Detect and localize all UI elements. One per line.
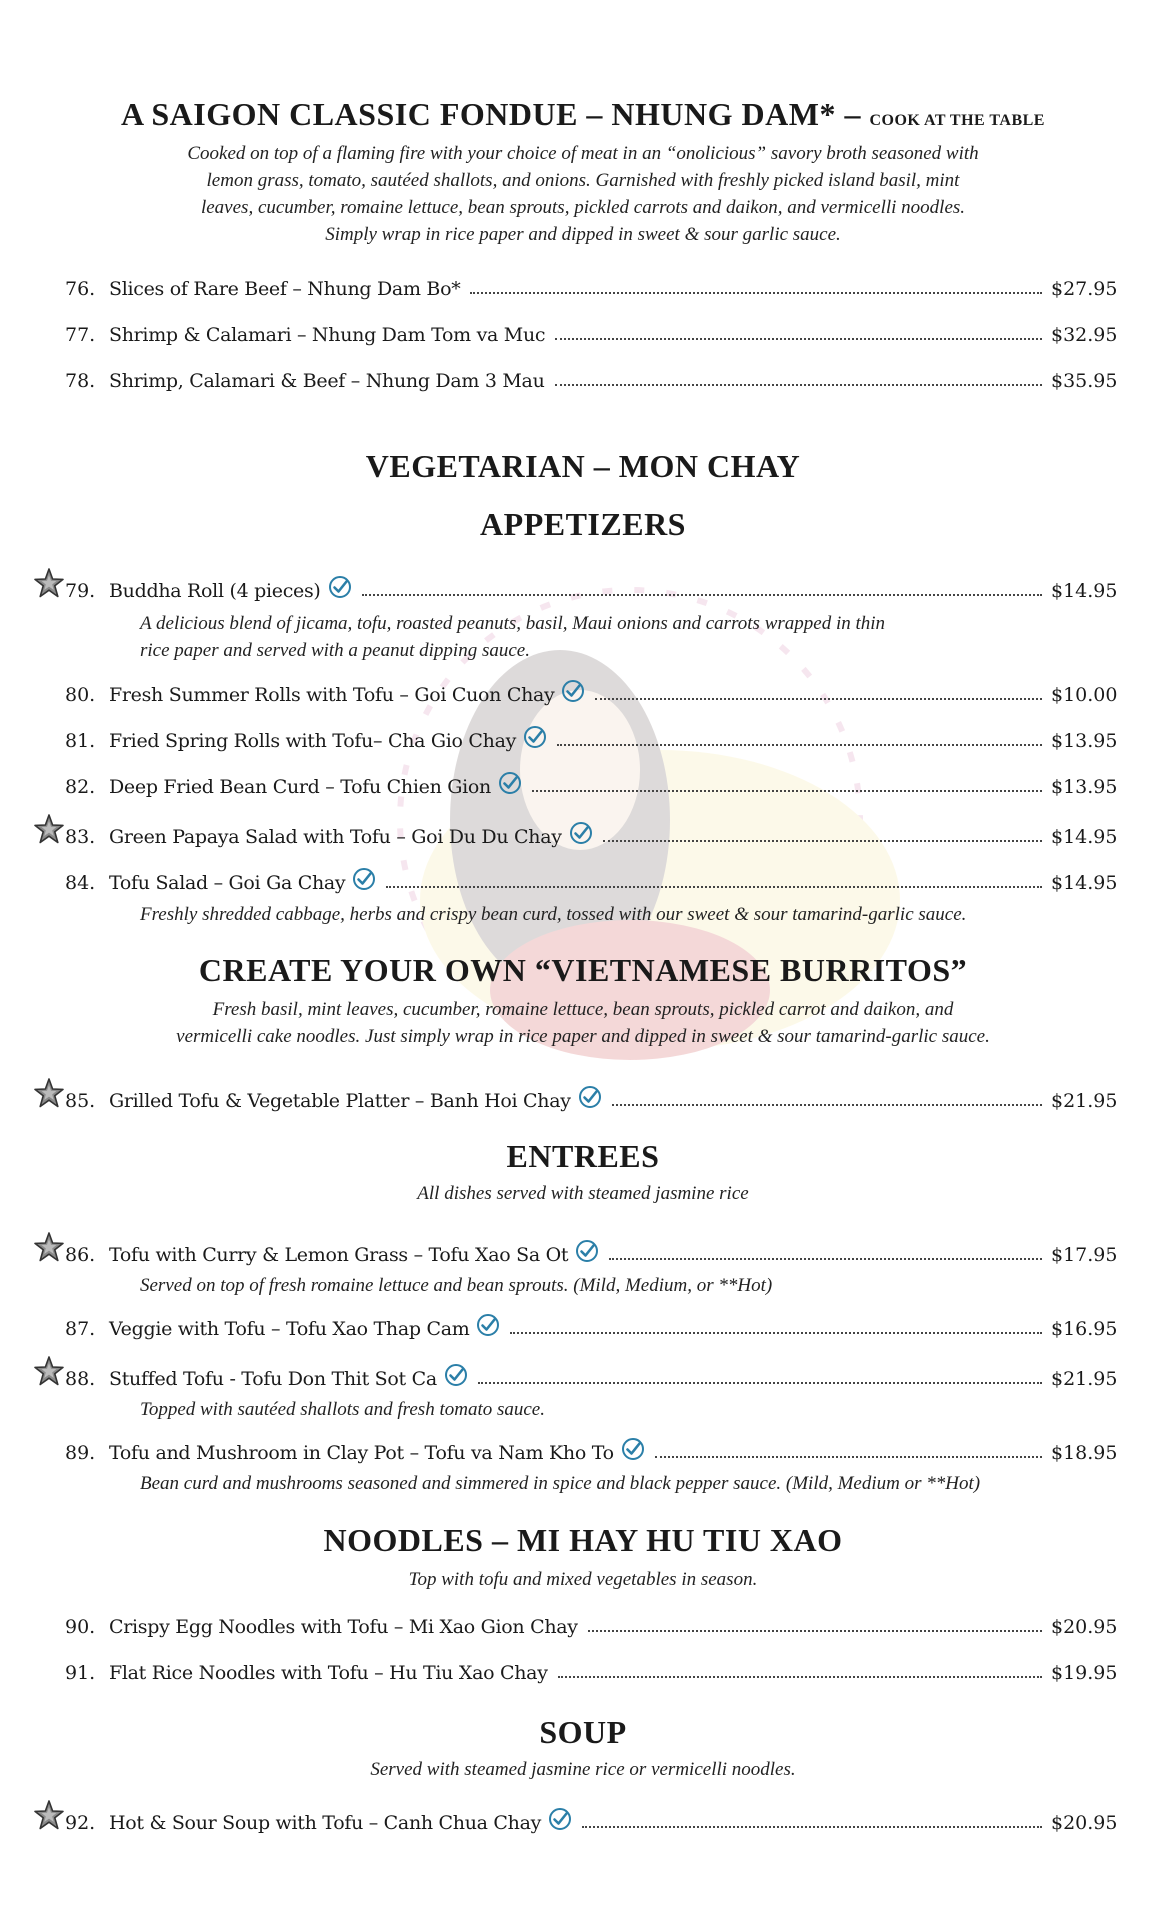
- vegetarian-check-icon: [569, 821, 593, 845]
- noodles-description: Top with tofu and mixed vegetables in season.: [408, 1569, 758, 1590]
- vegetarian-check-icon: [621, 1437, 645, 1461]
- leader-dots: [510, 1332, 1042, 1334]
- item-name: Tofu and Mushroom in Clay Pot – Tofu va Nam Kho To: [109, 1442, 614, 1464]
- desc-line: Simply wrap in rice paper and dipped in sweet & sour garlic sauce.: [325, 224, 841, 245]
- desc-line: Fresh basil, mint leaves, cucumber, romaine lettuce, bean sprouts, pickled carrot and daikon, and: [212, 999, 954, 1020]
- item-number: 79.: [65, 580, 96, 602]
- entrees-heading: ENTREES: [506, 1138, 660, 1174]
- vegetarian-heading: VEGETARIAN – MON CHAY: [365, 448, 801, 484]
- desc-line: leaves, cucumber, romaine lettuce, bean sprouts, pickled carrots and daikon, and vermicelli noodles.: [200, 197, 966, 218]
- star-icon: [34, 1356, 64, 1386]
- item-name: Flat Rice Noodles with Tofu – Hu Tiu Xao Chay: [109, 1662, 548, 1684]
- item-price: $14.95: [1051, 580, 1118, 602]
- item-description: [140, 1272, 1120, 1299]
- item-description: [140, 1396, 1120, 1423]
- item-description: [140, 1470, 1120, 1497]
- item-number: 89.: [65, 1442, 96, 1464]
- menu-item-86: [65, 1232, 1117, 1266]
- star-icon: [34, 1800, 64, 1830]
- fondue-heading: [0, 96, 1166, 133]
- leader-dots: [557, 744, 1042, 746]
- star-icon: [34, 1232, 64, 1262]
- note-line: A delicious blend of jicama, tofu, roasted peanuts, basil, Maui onions and carrots wrapped in thin: [140, 613, 886, 634]
- item-price: $20.95: [1051, 1812, 1118, 1834]
- item-name: Tofu with Curry & Lemon Grass – Tofu Xao Sa Ot: [109, 1244, 569, 1266]
- fondue-subtitle: COOK AT THE TABLE: [869, 112, 1045, 129]
- desc-line: lemon grass, tomato, sautéed shallots, and onions. Garnished with freshly picked island basil, mint: [206, 170, 960, 191]
- menu-item-79: [65, 568, 1117, 602]
- item-number: 86.: [65, 1244, 96, 1266]
- vegetarian-check-icon: [476, 1313, 500, 1337]
- item-price: $13.95: [1051, 730, 1118, 752]
- menu-item-81: [65, 718, 1117, 752]
- item-number: 87.: [65, 1318, 96, 1340]
- leader-dots: [532, 790, 1042, 792]
- leader-dots: [470, 292, 1042, 294]
- leader-dots: [603, 840, 1042, 842]
- item-name: Crispy Egg Noodles with Tofu – Mi Xao Gion Chay: [109, 1616, 578, 1638]
- soup-heading: SOUP: [539, 1714, 627, 1750]
- item-price: $20.95: [1051, 1616, 1118, 1638]
- menu-item-80: [65, 672, 1117, 706]
- note-line: Served on top of fresh romaine lettuce and bean sprouts. (Mild, Medium, or **Hot): [140, 1275, 773, 1296]
- menu-item-91: [65, 1650, 1117, 1684]
- item-name: Tofu Salad – Goi Ga Chay: [109, 872, 346, 894]
- menu-item-85: [65, 1078, 1117, 1112]
- menu-item-77: [65, 312, 1117, 346]
- item-name: Green Papaya Salad with Tofu – Goi Du Du Chay: [109, 826, 562, 848]
- item-name: Buddha Roll (4 pieces): [109, 580, 321, 602]
- vegetarian-check-icon: [328, 575, 352, 599]
- appetizers-heading: APPETIZERS: [480, 506, 686, 542]
- item-price: $21.95: [1051, 1090, 1118, 1112]
- leader-dots: [595, 698, 1042, 700]
- item-name: Grilled Tofu & Vegetable Platter – Banh Hoi Chay: [109, 1090, 571, 1112]
- leader-dots: [588, 1630, 1042, 1632]
- burritos-heading: CREATE YOUR OWN “VIETNAMESE BURRITOS”: [198, 952, 968, 988]
- fondue-description: [100, 140, 1066, 248]
- menu-item-89: [65, 1430, 1117, 1464]
- star-icon: [34, 1078, 64, 1108]
- item-number: 78.: [65, 370, 96, 392]
- menu-item-76: [65, 266, 1117, 300]
- vegetarian-check-icon: [575, 1239, 599, 1263]
- item-price: $14.95: [1051, 872, 1118, 894]
- menu-item-83: [65, 814, 1117, 848]
- note-line: Topped with sautéed shallots and fresh tomato sauce.: [140, 1399, 545, 1420]
- item-price: $10.00: [1051, 684, 1118, 706]
- item-number: 92.: [65, 1812, 96, 1834]
- item-name: Stuffed Tofu - Tofu Don Thit Sot Ca: [109, 1368, 437, 1390]
- vegetarian-check-icon: [578, 1085, 602, 1109]
- vegetarian-check-icon: [498, 771, 522, 795]
- note-line: rice paper and served with a peanut dipping sauce.: [140, 640, 530, 661]
- item-description: [140, 901, 1120, 928]
- menu-item-90: [65, 1604, 1117, 1638]
- star-icon: [34, 568, 64, 598]
- entrees-description: All dishes served with steamed jasmine rice: [417, 1183, 749, 1204]
- noodles-heading: NOODLES – MI HAY HU TIU XAO: [323, 1522, 843, 1558]
- item-name: Deep Fried Bean Curd – Tofu Chien Gion: [109, 776, 491, 798]
- desc-line: Cooked on top of a flaming fire with your choice of meat in an “onolicious” savory broth seasoned with: [187, 143, 979, 164]
- item-price: $17.95: [1051, 1244, 1118, 1266]
- item-price: $21.95: [1051, 1368, 1118, 1390]
- item-price: $27.95: [1051, 278, 1118, 300]
- item-number: 82.: [65, 776, 96, 798]
- item-price: $32.95: [1051, 324, 1118, 346]
- soup-description: Served with steamed jasmine rice or vermicelli noodles.: [370, 1759, 796, 1780]
- leader-dots: [478, 1382, 1042, 1384]
- leader-dots: [655, 1456, 1042, 1458]
- item-price: $18.95: [1051, 1442, 1118, 1464]
- vegetarian-check-icon: [523, 725, 547, 749]
- item-number: 90.: [65, 1616, 96, 1638]
- menu-item-82: [65, 764, 1117, 798]
- note-line: Bean curd and mushrooms seasoned and simmered in spice and black pepper sauce. (Mild, Medium or **Hot): [140, 1473, 981, 1494]
- item-price: $16.95: [1051, 1318, 1118, 1340]
- item-name: Shrimp, Calamari & Beef – Nhung Dam 3 Mau: [109, 370, 545, 392]
- item-number: 80.: [65, 684, 96, 706]
- item-name: Slices of Rare Beef – Nhung Dam Bo*: [109, 278, 461, 300]
- item-number: 76.: [65, 278, 96, 300]
- item-price: $35.95: [1051, 370, 1118, 392]
- item-number: 81.: [65, 730, 96, 752]
- menu-item-78: [65, 358, 1117, 392]
- item-price: $13.95: [1051, 776, 1118, 798]
- leader-dots: [555, 338, 1042, 340]
- item-number: 91.: [65, 1662, 96, 1684]
- item-name: Veggie with Tofu – Tofu Xao Thap Cam: [109, 1318, 470, 1340]
- leader-dots: [582, 1826, 1042, 1828]
- menu-item-87: [65, 1306, 1117, 1340]
- vegetarian-check-icon: [444, 1363, 468, 1387]
- leader-dots: [612, 1104, 1042, 1106]
- desc-line: vermicelli cake noodles. Just simply wrap in rice paper and dipped in sweet & sour tamarind-garlic sauce.: [176, 1026, 990, 1047]
- item-number: 85.: [65, 1090, 96, 1112]
- item-price: $19.95: [1051, 1662, 1118, 1684]
- item-number: 83.: [65, 826, 96, 848]
- vegetarian-check-icon: [352, 867, 376, 891]
- item-number: 77.: [65, 324, 96, 346]
- item-number: 88.: [65, 1368, 96, 1390]
- menu-item-84: [65, 860, 1117, 894]
- item-name: Fried Spring Rolls with Tofu– Cha Gio Chay: [109, 730, 517, 752]
- item-name: Shrimp & Calamari – Nhung Dam Tom va Muc: [109, 324, 546, 346]
- menu-item-92: [65, 1800, 1117, 1834]
- item-description: [140, 610, 1120, 664]
- burritos-description: [100, 996, 1066, 1050]
- fondue-title: A SAIGON CLASSIC FONDUE – NHUNG DAM* –: [121, 96, 861, 132]
- note-line: Freshly shredded cabbage, herbs and crispy bean curd, tossed with our sweet & sour tamarind-garlic sauce.: [140, 904, 967, 925]
- vegetarian-check-icon: [548, 1807, 572, 1831]
- star-icon: [34, 814, 64, 844]
- leader-dots: [555, 384, 1043, 386]
- vegetarian-check-icon: [561, 679, 585, 703]
- leader-dots: [558, 1676, 1042, 1678]
- item-price: $14.95: [1051, 826, 1118, 848]
- item-number: 84.: [65, 872, 96, 894]
- leader-dots: [362, 594, 1042, 596]
- leader-dots: [386, 886, 1042, 888]
- leader-dots: [609, 1258, 1042, 1260]
- menu-item-88: [65, 1356, 1117, 1390]
- item-name: Hot & Sour Soup with Tofu – Canh Chua Chay: [109, 1812, 542, 1834]
- item-name: Fresh Summer Rolls with Tofu – Goi Cuon Chay: [109, 684, 555, 706]
